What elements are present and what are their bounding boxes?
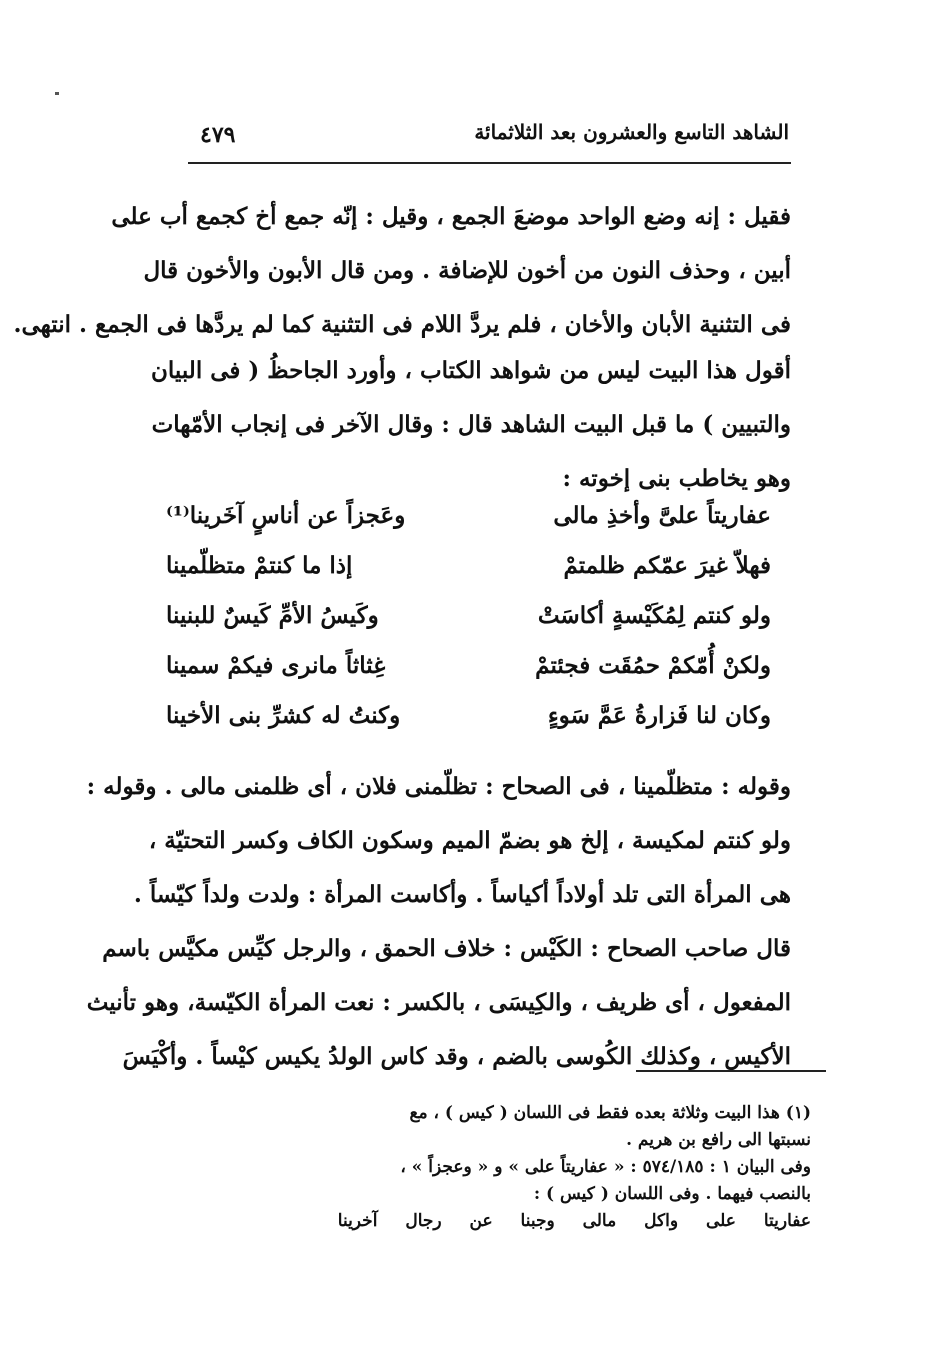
verse-line (166, 702, 791, 750)
verse-second-hemistich: إذا ما كنتمْ متظلّمينا (166, 552, 353, 579)
footnote-line: وفى البيان ١ : ٥٧٤/١٨٥ : « عفاريتاً على » و « وعجزاً » ، (400, 1157, 811, 1177)
text-line: قال صاحب الصحاح : الكَيْس : خلاف الحمق ، والرجل كيِّس مكيَّس باسم (102, 935, 791, 962)
verse-first-hemistich: فهلاّ غيرَ عمّكم ظلمتمْ (563, 552, 771, 579)
footnote-verse-line: عفاريتا على واكل مالى وجبنا عن رجال آخرينا (337, 1211, 811, 1231)
verse-line (166, 502, 791, 550)
text-line: وهو يخاطب بنى إخوته : (562, 465, 791, 492)
running-header-title: الشاهد التاسع والعشرون بعد الثلاثمائة (474, 120, 789, 144)
verse-second-hemistich: وكنتُ له كشرِّ بنى الأخينا (166, 702, 401, 729)
paragraph-2 (151, 344, 791, 506)
paragraph-1 (13, 190, 791, 352)
verse-first-hemistich: ولكنْ أُمّكمْ حمُقَت فجئتمْ (535, 652, 771, 679)
verse-second-hemistich: غِثاثاً مانرى فيكمْ سمينا (166, 652, 386, 679)
verse-line (166, 652, 791, 700)
footnote-line: بالنصب فيهما . وفى اللسان ( كيس ) : (533, 1184, 811, 1204)
verse-line (166, 552, 791, 600)
verse-first-hemistich: وكان لنا فَزارةُ عَمَّ سَوءٍ (547, 702, 771, 729)
verse-second-hemistich: وعَجزاً عن أناسٍ آخَرينا⁽¹⁾ (166, 502, 406, 529)
text-line: أبين ، وحذف النون من أخون للإضافة . ومن قال الأبون والأخون قال (143, 257, 791, 284)
header-rule (188, 162, 791, 164)
text-line: أقول هذا البيت ليس من شواهد الكتاب ، وأورد الجاحظُ ( فى البيان (151, 357, 791, 384)
text-line: هى المرأة التى تلد أولاداً أكياساً . وأكاست المرأة : ولدت ولداً كيّساً . (133, 881, 791, 908)
footnote-line: (١) هذا البيت وثلاثة بعده فقط فى اللسان ( كيس ) ، مع (409, 1103, 811, 1123)
text-line: فى التثنية الأبان والأخان ، فلم يردَّ اللام فى التثنية كما لم يردَّها فى الجمع . انتهى. (13, 311, 791, 338)
paragraph-3 (86, 760, 791, 1084)
footnotes (171, 1100, 811, 1235)
footnote-line: نسبتها الى رافع بن هريم . (626, 1130, 811, 1150)
text-line: وقوله : متظلّمينا ، فى الصحاح : تظلّمنى فلان ، أى ظلمنى مالى . وقوله : (86, 773, 791, 800)
verse-line (166, 602, 791, 650)
text-line: الأكيس ، وكذلك الكُوسى بالضم ، وقد كاس الولدُ يكيس كيْساً . وأكْيَسَ (122, 1043, 791, 1070)
text-line: المفعول ، أى ظريف ، والكِيسَى ، بالكسر : نعت المرأة الكيّسة، وهو تأنيث (86, 989, 791, 1016)
scan-speck (55, 92, 59, 95)
verse-first-hemistich: ولو كنتم لِمُكَيْسةٍ أكاسَتْ (537, 602, 771, 629)
footnote-rule (636, 1070, 826, 1072)
verse-second-hemistich: وكَيسُ الأمِّ كَيسٌ للبنينا (166, 602, 379, 629)
page-number: ٤٧٩ (200, 122, 236, 148)
text-line: فقيل : إنه وضع الواحد موضعَ الجمع ، وقيل : إنّه جمع أخ كجمع أب على (111, 203, 791, 230)
text-line: ولو كنتم لمكيسة ، إلخ هو بضمّ الميم وسكون الكاف وكسر التحتيّة ، (148, 827, 791, 854)
verse-first-hemistich: عفاريتاً علىَّ وأخذِ مالى (553, 502, 771, 529)
text-line: والتبيين ) ما قبل البيت الشاهد قال : وقال الآخر فى إنجاب الأمّهات (151, 411, 791, 438)
